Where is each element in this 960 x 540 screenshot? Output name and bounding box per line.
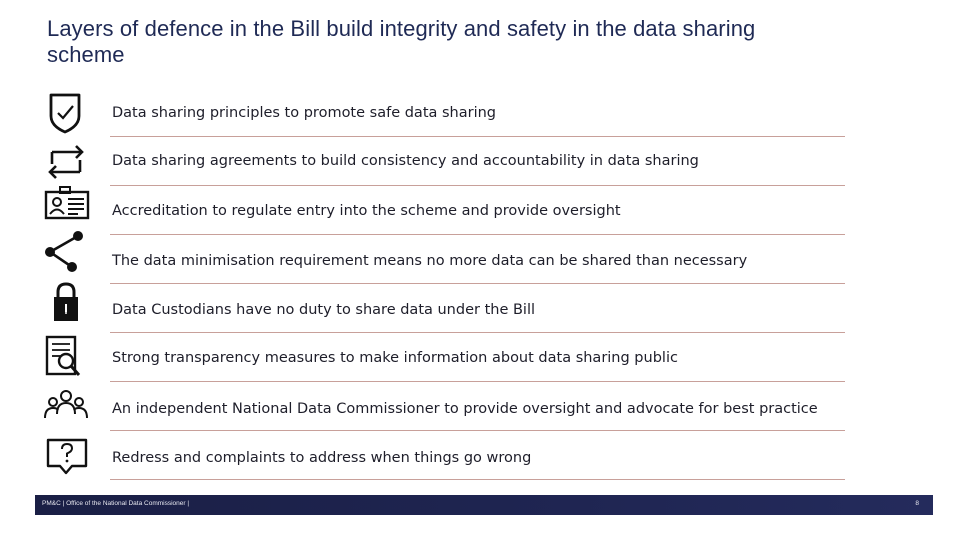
divider — [110, 283, 845, 284]
share-nodes-icon — [42, 229, 90, 277]
footer-bar — [35, 495, 933, 515]
list-item-text: An independent National Data Commissioner to provide oversight and advocate for best practice — [112, 401, 818, 417]
id-card-icon — [42, 183, 90, 231]
divider — [110, 479, 845, 480]
document-magnifier-icon — [42, 334, 90, 382]
exchange-arrows-icon — [42, 138, 90, 186]
list-item-text: Accreditation to regulate entry into the scheme and provide oversight — [112, 203, 621, 219]
list-item-text: Data sharing agreements to build consistency and accountability in data sharing — [112, 153, 699, 169]
page-title: Layers of defence in the Bill build integrity and safety in the data sharing scheme — [47, 16, 756, 67]
list-item-text: Data sharing principles to promote safe data sharing — [112, 105, 497, 121]
list-item-text: Redress and complaints to address when things go wrong — [112, 450, 532, 466]
divider — [110, 185, 845, 186]
list-item-text: Strong transparency measures to make information about data sharing public — [112, 350, 678, 366]
divider — [110, 381, 845, 382]
footer-source: PM&C | Office of the National Data Commissioner | — [42, 500, 190, 507]
divider — [110, 136, 845, 137]
people-group-icon — [42, 386, 90, 434]
page-number: 8 — [915, 500, 919, 507]
divider — [110, 234, 845, 235]
divider — [110, 430, 845, 431]
padlock-icon — [42, 280, 90, 328]
list-item-text: The data minimisation requirement means no more data can be shared than necessary — [112, 253, 748, 269]
question-bubble-icon — [42, 436, 90, 484]
divider — [110, 332, 845, 333]
list-item-text: Data Custodians have no duty to share data under the Bill — [112, 302, 536, 318]
shield-check-icon — [42, 88, 90, 136]
